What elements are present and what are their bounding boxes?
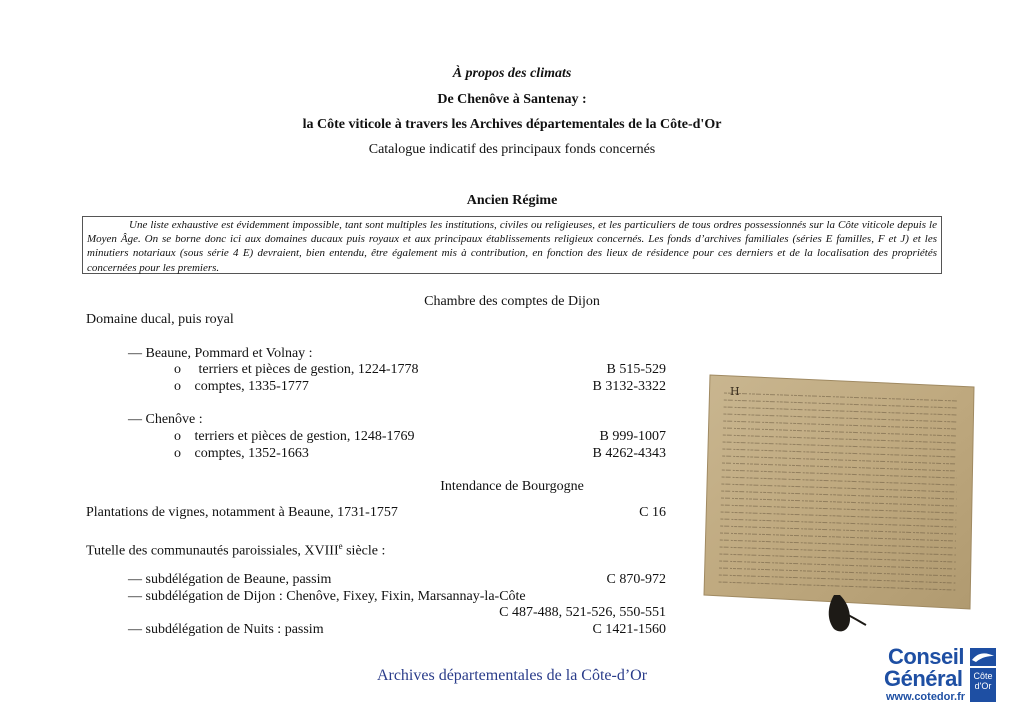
logo-badge (970, 668, 996, 702)
list-item (174, 428, 666, 445)
bullet: o (174, 429, 181, 444)
parchment-svg (700, 373, 976, 635)
list-item (128, 571, 666, 588)
item-code: C 870-972 (606, 572, 666, 587)
item-text: terriers et pièces de gestion, 1224-1778 (198, 362, 419, 377)
list-item (174, 378, 666, 395)
logo-word2: Général (884, 666, 963, 691)
group-label: — Chenôve : (128, 412, 203, 427)
list-item (128, 588, 666, 605)
logo-wave-icon (970, 648, 996, 666)
footer-text: Archives départementales de la Côte-d’Or (376, 667, 648, 684)
badge-line2: d'Or (974, 681, 992, 691)
item-code: C 1421-1560 (592, 622, 666, 637)
plantations-row (86, 504, 666, 521)
badge-line1: Côte (973, 671, 993, 681)
item-text: — subdélégation de Nuits : passim (128, 622, 324, 637)
chambre-title: Chambre des comptes de Dijon (424, 294, 600, 309)
section-title: Ancien Régime (466, 193, 558, 208)
intendance-title: Intendance de Bourgogne (440, 479, 584, 494)
doc-title: À propos des climats (452, 66, 572, 81)
list-item-code-row (128, 604, 666, 621)
doc-catalogue: Catalogue indicatif des principaux fonds concernés (368, 142, 656, 157)
list-item (174, 445, 666, 462)
doc-subtitle: De Chenôve à Santenay : (437, 92, 587, 107)
plantations-code: C 16 (639, 505, 666, 520)
item-code: C 487-488, 521-526, 550-551 (499, 605, 666, 620)
logo-word1: Conseil (888, 644, 964, 669)
item-code: B 999-1007 (599, 429, 666, 444)
item-code: B 515-529 (606, 362, 666, 377)
tutelle-sup: e (338, 541, 343, 551)
list-item (174, 361, 666, 378)
group-label: — Beaune, Pommard et Volnay : (128, 346, 313, 361)
note-box (82, 216, 942, 274)
bullet: o (174, 379, 181, 394)
tutelle-text: Tutelle des communautés paroissiales, XVIII (86, 543, 339, 559)
domaine-label: Domaine ducal, puis royal (86, 312, 234, 327)
doc-heading: la Côte viticole à travers les Archives départementales de la Côte-d'Or (302, 117, 722, 132)
item-text: comptes, 1352-1663 (194, 446, 309, 461)
item-text: — subdélégation de Dijon : Chenôve, Fixey, Fixin, Marsannay-la-Côte (128, 589, 526, 604)
note-text: Une liste exhaustive est évidemment impossible, tant sont multiples les institutions, civiles ou religieuses, et les particuliers de tous ordres possessionnés sur la Côte viticole depuis le Moyen Âge. On se borne donc ici aux domaines ducaux puis royaux et aux principaux établissements religieux concernés. Les fonds d’archives familiales (séries E familles, F et J) et les minutiers notariaux (sous série 4 E) devraient, bien entendu, être également mis à contribution, en fonction des lieux de résidence pour ces derniers et de la localisation des propriétés concernées pour les premiers. (87, 219, 937, 274)
item-code: B 3132-3322 (592, 379, 666, 394)
conseil-general-logo[interactable] (882, 644, 1002, 704)
plantations-text: Plantations de vignes, notamment à Beaune, 1731-1757 (86, 505, 398, 520)
list-item (128, 621, 666, 638)
tutelle-row (86, 538, 386, 559)
item-text: — subdélégation de Beaune, passim (128, 572, 332, 587)
tutelle-after: siècle : (342, 543, 386, 559)
logo-url[interactable]: www.cotedor.fr (886, 691, 966, 703)
item-code: B 4262-4343 (592, 446, 666, 461)
bullet: o (174, 362, 181, 377)
parchment-initial: H (730, 385, 740, 398)
item-text: comptes, 1335-1777 (194, 379, 309, 394)
bullet: o (174, 446, 181, 461)
item-text: terriers et pièces de gestion, 1248-1769 (194, 429, 415, 444)
parchment-image (700, 373, 976, 635)
